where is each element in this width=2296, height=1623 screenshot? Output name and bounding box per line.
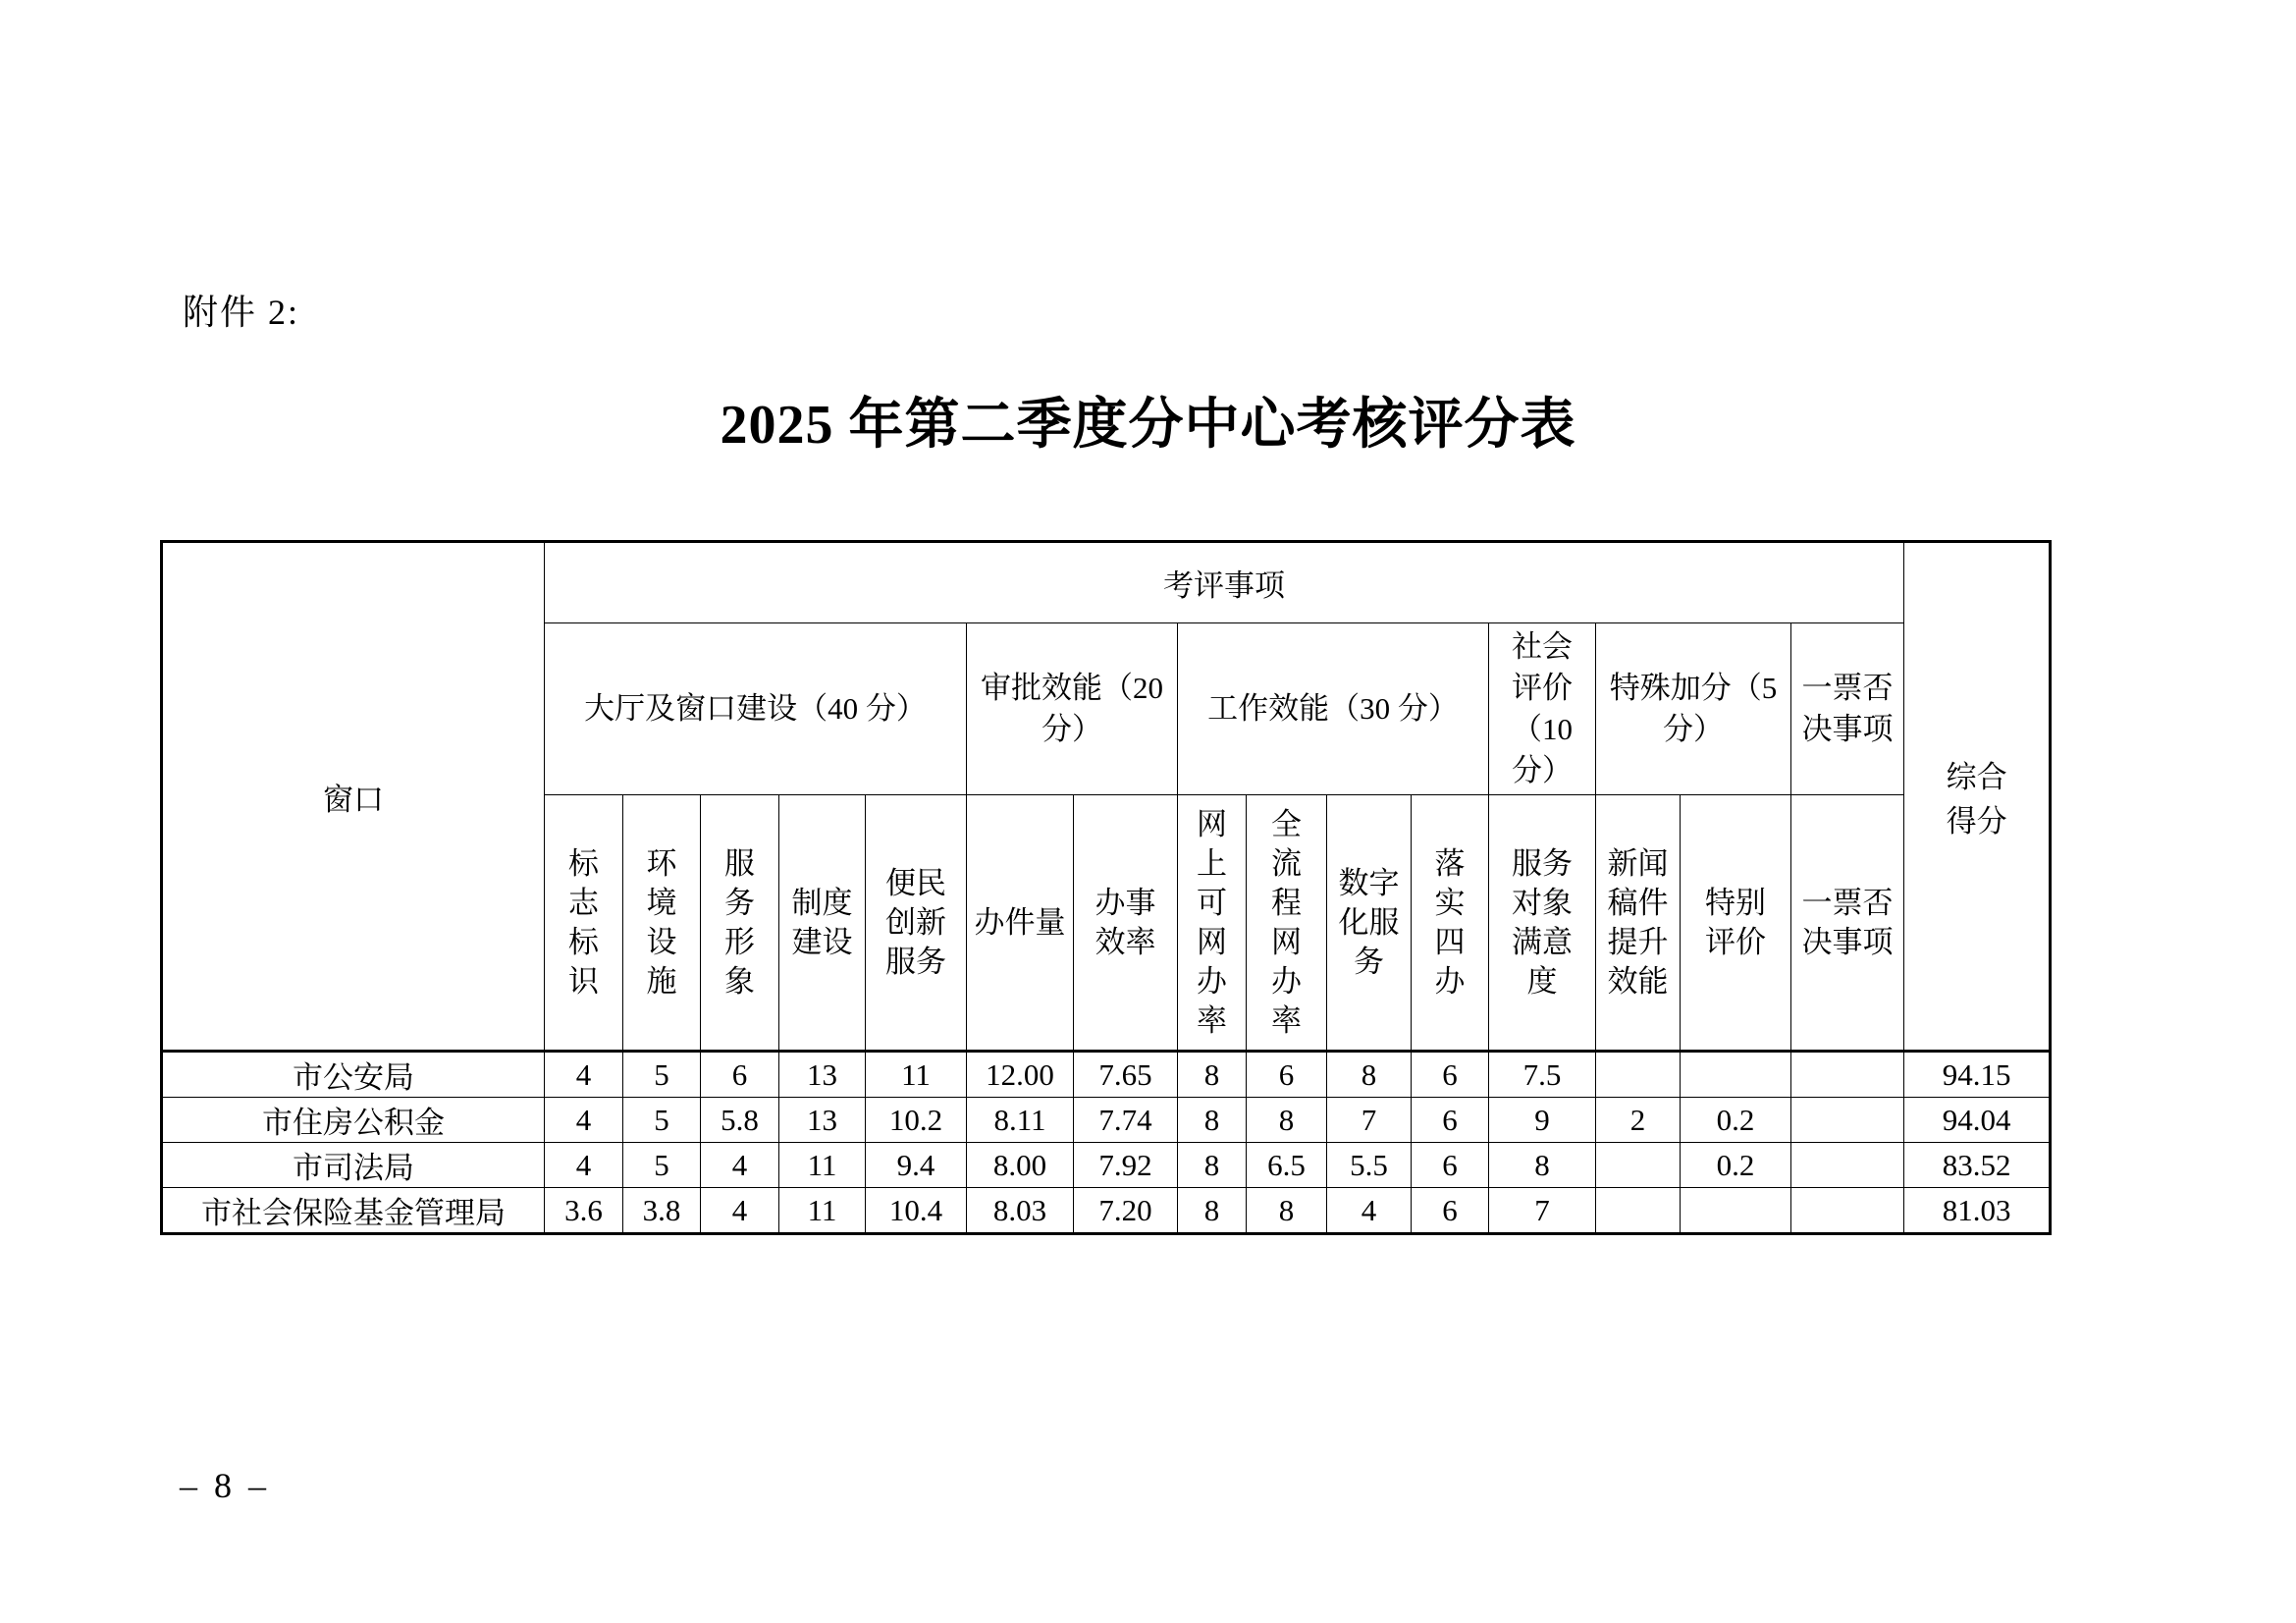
group-social-evaluation: 社会评价（10 分） [1489, 623, 1596, 795]
table-cell: 6 [1412, 1143, 1489, 1188]
table-cell: 6 [1247, 1052, 1327, 1098]
table-cell: 8.00 [967, 1143, 1074, 1188]
subheader-special-evaluation: 特别评价 [1681, 795, 1791, 1052]
table-cell [1596, 1143, 1681, 1188]
table-cell: 11 [866, 1052, 967, 1098]
total-score-label: 综合得分 [1946, 760, 2007, 839]
table-cell [1791, 1188, 1904, 1234]
subheader-digital-service: 数字化服务 [1327, 795, 1412, 1052]
table-cell: 8.03 [967, 1188, 1074, 1234]
table-cell [1596, 1052, 1681, 1098]
table-cell [1791, 1098, 1904, 1143]
subheader-work-rate: 办事效率 [1074, 795, 1178, 1052]
table-cell [1791, 1143, 1904, 1188]
subheader-one-vote-veto: 一票否决事项 [1791, 795, 1904, 1052]
table-row [162, 1052, 2051, 1098]
attachment-label: 附件 2: [183, 293, 300, 332]
table-cell: 9.4 [866, 1143, 967, 1188]
table-cell: 8 [1247, 1098, 1327, 1143]
table-cell [1681, 1052, 1791, 1098]
table-cell: 6 [1412, 1052, 1489, 1098]
group-one-vote-veto: 一票否决事项 [1791, 623, 1904, 795]
row-name-cell: 市司法局 [162, 1143, 545, 1188]
table-cell: 4 [545, 1143, 623, 1188]
table-cell: 11 [779, 1143, 866, 1188]
group-work-efficiency: 工作效能（30 分） [1178, 623, 1489, 795]
row-name-cell: 市住房公积金 [162, 1098, 545, 1143]
table-cell [1681, 1188, 1791, 1234]
subheader-case-volume: 办件量 [967, 795, 1074, 1052]
group-approval-efficiency: 审批效能（20 分） [967, 623, 1178, 795]
table-cell: 6.5 [1247, 1143, 1327, 1188]
table-cell: 4 [1327, 1188, 1412, 1234]
subheader-online-available-rate: 网上可网办率 [1178, 795, 1247, 1052]
table-cell: 7.20 [1074, 1188, 1178, 1234]
table-cell: 7 [1327, 1098, 1412, 1143]
table-cell: 13 [779, 1098, 866, 1143]
page-title: 2025 年第二季度分中心考核评分表 [720, 395, 1576, 456]
table-cell: 4 [701, 1143, 779, 1188]
header-total-score [1904, 542, 2051, 1052]
row-total-cell: 94.04 [1904, 1098, 2051, 1143]
table-cell: 4 [545, 1098, 623, 1143]
table-cell: 8 [1178, 1188, 1247, 1234]
table-cell: 7.5 [1489, 1052, 1596, 1098]
table-cell: 5 [623, 1143, 701, 1188]
subheader-system-construction: 制度建设 [779, 795, 866, 1052]
subheader-service-object-satisfaction: 服务对象满意度 [1489, 795, 1596, 1052]
table-cell: 3.6 [545, 1188, 623, 1234]
subheader-service-image: 服务形象 [701, 795, 779, 1052]
subheader-news-efficiency: 新闻稿件提升效能 [1596, 795, 1681, 1052]
group-special-bonus: 特殊加分（5 分） [1596, 623, 1791, 795]
row-name-cell: 市公安局 [162, 1052, 545, 1098]
table-row [162, 1188, 2051, 1234]
row-total-cell: 83.52 [1904, 1143, 2051, 1188]
table-cell [1791, 1052, 1904, 1098]
page-number: – 8 – [180, 1466, 270, 1505]
table-cell: 0.2 [1681, 1143, 1791, 1188]
table-cell: 6 [1412, 1188, 1489, 1234]
table-cell: 8 [1327, 1052, 1412, 1098]
table-cell: 5.5 [1327, 1143, 1412, 1188]
subheader-convenient-innovation-service: 便民创新服务 [866, 795, 967, 1052]
table-cell: 3.8 [623, 1188, 701, 1234]
table-cell: 5.8 [701, 1098, 779, 1143]
table-cell: 8 [1247, 1188, 1327, 1234]
score-table [160, 540, 2052, 1235]
table-cell: 4 [545, 1052, 623, 1098]
table-cell: 7.65 [1074, 1052, 1178, 1098]
table-cell: 4 [701, 1188, 779, 1234]
table-cell: 12.00 [967, 1052, 1074, 1098]
table-row [162, 1098, 2051, 1143]
row-total-cell: 94.15 [1904, 1052, 2051, 1098]
table-cell: 13 [779, 1052, 866, 1098]
table-cell: 7.74 [1074, 1098, 1178, 1143]
table-cell: 7.92 [1074, 1143, 1178, 1188]
table-cell: 5 [623, 1052, 701, 1098]
table-cell: 9 [1489, 1098, 1596, 1143]
subheader-implement-four-handlings: 落实四办 [1412, 795, 1489, 1052]
subheader-logo-identification: 标志标识 [545, 795, 623, 1052]
table-cell: 11 [779, 1188, 866, 1234]
table-cell: 5 [623, 1098, 701, 1143]
table-cell: 0.2 [1681, 1098, 1791, 1143]
table-row [162, 1143, 2051, 1188]
table-cell [1596, 1188, 1681, 1234]
table-cell: 6 [1412, 1098, 1489, 1143]
table-cell: 8 [1178, 1143, 1247, 1188]
table-cell: 8.11 [967, 1098, 1074, 1143]
row-total-cell: 81.03 [1904, 1188, 2051, 1234]
subheader-full-process-online-rate: 全流程网办率 [1247, 795, 1327, 1052]
subheader-environment-facilities: 环境设施 [623, 795, 701, 1052]
header-evaluation-items: 考评事项 [545, 542, 1904, 623]
table-cell: 2 [1596, 1098, 1681, 1143]
table-cell: 8 [1178, 1098, 1247, 1143]
table-cell: 8 [1489, 1143, 1596, 1188]
row-name-cell: 市社会保险基金管理局 [162, 1188, 545, 1234]
table-cell: 10.4 [866, 1188, 967, 1234]
table-cell: 8 [1178, 1052, 1247, 1098]
group-hall-window-construction: 大厅及窗口建设（40 分） [545, 623, 967, 795]
table-cell: 6 [701, 1052, 779, 1098]
corner-header-window: 窗口 [162, 542, 545, 1052]
table-cell: 10.2 [866, 1098, 967, 1143]
table-cell: 7 [1489, 1188, 1596, 1234]
